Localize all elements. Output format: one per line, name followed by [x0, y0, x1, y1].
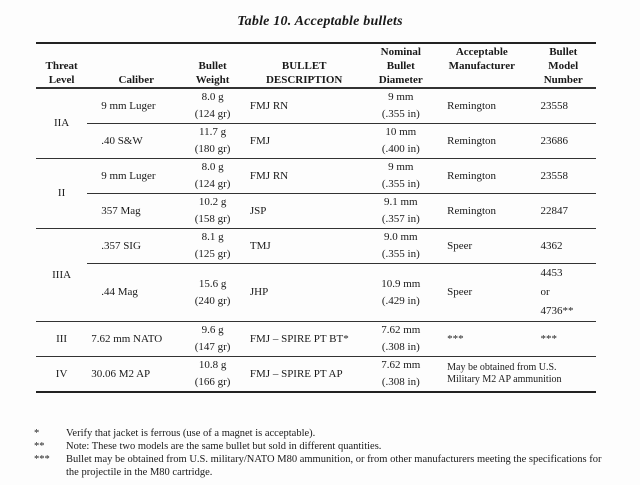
diameter-in: (.355 in) [381, 108, 420, 120]
acceptable-bullets-table [36, 42, 596, 393]
model-number-or: or [540, 286, 550, 298]
weight-cell [185, 322, 240, 357]
model-number: 4453 [540, 267, 563, 279]
threat-level-cell: II [57, 187, 66, 199]
table-row [36, 194, 596, 229]
header-text: Acceptable [455, 46, 508, 58]
diameter-cell [368, 194, 433, 229]
header-text: Weight [195, 74, 230, 86]
header-text: Model [548, 60, 579, 72]
diameter-cell [368, 229, 433, 264]
manufacturer-cell: Remington [433, 194, 530, 229]
header-text: Threat [45, 60, 78, 72]
weight-grains: (124 gr) [194, 108, 231, 120]
header-text: Caliber [118, 74, 154, 86]
footnote-text: Note: These two models are the same bullet but sold in different quantities. [66, 441, 382, 452]
header-text: Level [48, 74, 75, 86]
description-cell: FMJ [240, 124, 369, 159]
weight-grams: 11.7 g [199, 126, 227, 138]
weight-grains: (180 gr) [194, 143, 231, 155]
weight-grams: 10.8 g [198, 359, 227, 371]
caliber-cell: 9 mm Luger [101, 99, 156, 112]
weight-grains: (240 gr) [194, 294, 231, 307]
header-row [36, 43, 596, 88]
table-row [36, 322, 596, 357]
description-cell: FMJ RN [249, 99, 289, 112]
threat-level-cell: III [56, 332, 68, 345]
footnotes [34, 427, 604, 479]
weight-grams: 9.6 g [201, 324, 224, 336]
diameter-mm: 7.62 mm [381, 324, 421, 336]
weight-grains: (158 gr) [194, 213, 231, 225]
description-cell: JSP [240, 194, 369, 229]
model-number-cell: 4362 [540, 239, 563, 252]
header-text: Bullet [549, 46, 578, 58]
weight-grains: (166 gr) [194, 376, 231, 388]
manufacturer-cell: Speer [447, 239, 473, 252]
model-number-cell: 22847 [531, 194, 597, 229]
weight-grains: (124 gr) [194, 178, 231, 190]
manufacturer-cell: Speer [433, 264, 530, 322]
header-caliber [87, 43, 185, 88]
model-number-cell: 23558 [540, 169, 568, 182]
table-row [36, 229, 596, 264]
footnote-symbol: * [34, 428, 40, 439]
model-number-cell [531, 264, 597, 322]
manufacturer-note-cell: May be obtained from U.S. Military M2 AP ammunition [447, 362, 562, 385]
header-text: Bullet [198, 60, 227, 72]
weight-cell [185, 124, 240, 159]
weight-cell [185, 264, 240, 322]
header-manufacturer [433, 43, 530, 88]
header-text: Nominal [380, 46, 421, 58]
header-text: BULLET [281, 60, 327, 72]
weight-cell [185, 357, 240, 393]
threat-level-cell: IIA [53, 117, 70, 129]
table-title: Table 10. Acceptable bullets [237, 14, 403, 29]
footnote [34, 440, 604, 453]
weight-grams: 8.0 g [201, 91, 224, 103]
diameter-in: (.355 in) [381, 248, 420, 260]
diameter-in: (.400 in) [381, 143, 420, 155]
caliber-cell: 30.06 M2 AP [91, 367, 151, 380]
diameter-in: (.355 in) [381, 178, 420, 190]
table-row [36, 124, 596, 159]
caliber-cell: .357 SIG [101, 239, 141, 252]
footnote-text: Verify that jacket is ferrous (use of a magnet is acceptable). [66, 428, 316, 439]
model-number-cell: 23686 [531, 124, 597, 159]
manufacturer-cell: Remington [433, 124, 530, 159]
diameter-cell [368, 357, 433, 393]
weight-grams: 10.2 g [198, 196, 227, 208]
table-row [36, 88, 596, 124]
weight-cell [185, 88, 240, 124]
weight-grams: 15.6 g [198, 277, 227, 290]
footnote-symbol: *** [34, 454, 50, 465]
weight-grams: 8.0 g [201, 161, 224, 173]
weight-cell [185, 159, 240, 194]
diameter-cell [368, 159, 433, 194]
caliber-cell: 9 mm Luger [101, 169, 156, 182]
header-text: Number [543, 74, 583, 86]
description-cell: FMJ – SPIRE PT AP [249, 367, 343, 380]
header-description [240, 43, 369, 88]
diameter-mm: 9.1 mm [383, 196, 418, 208]
weight-grains: (147 gr) [194, 341, 231, 353]
header-weight [185, 43, 240, 88]
model-number: 4736** [540, 305, 574, 317]
description-cell: TMJ [249, 239, 271, 252]
caliber-cell: 357 Mag [87, 194, 185, 229]
header-model-number [531, 43, 597, 88]
manufacturer-cell: Remington [447, 99, 497, 112]
diameter-in: (.308 in) [381, 341, 420, 353]
diameter-in: (.429 in) [381, 294, 420, 307]
diameter-mm: 9.0 mm [383, 231, 418, 243]
table-row [36, 159, 596, 194]
weight-cell [185, 194, 240, 229]
diameter-mm: 9 mm [388, 91, 414, 103]
header-text: DESCRIPTION [265, 74, 343, 86]
diameter-in: (.357 in) [381, 213, 420, 225]
diameter-cell [368, 88, 433, 124]
weight-cell [185, 229, 240, 264]
header-threat-level [36, 43, 87, 88]
weight-grams: 8.1 g [201, 231, 224, 243]
table-row [36, 357, 596, 393]
manufacturer-cell: Remington [447, 169, 497, 182]
model-number-cell: 23558 [540, 99, 568, 112]
footnote [34, 453, 604, 479]
diameter-mm: 7.62 mm [381, 359, 421, 371]
header-text: Manufacturer [448, 60, 516, 72]
header-text: Diameter [378, 74, 423, 86]
threat-level-cell: IIIA [52, 268, 72, 281]
header-text: Bullet [386, 60, 415, 72]
description-cell: FMJ RN [249, 169, 289, 182]
diameter-cell [368, 322, 433, 357]
manufacturer-cell: *** [447, 332, 464, 345]
diameter-cell [368, 124, 433, 159]
diameter-mm: 9 mm [388, 161, 414, 173]
header-diameter [368, 43, 433, 88]
diameter-cell [368, 264, 433, 322]
diameter-in: (.308 in) [381, 376, 420, 388]
weight-grains: (125 gr) [194, 248, 231, 260]
description-cell: FMJ – SPIRE PT BT* [249, 332, 349, 345]
diameter-mm: 10 mm [385, 126, 417, 138]
caliber-cell: .40 S&W [87, 124, 185, 159]
caliber-cell: 7.62 mm NATO [91, 332, 163, 345]
footnote-symbol: ** [34, 441, 45, 452]
model-number-cell: *** [540, 332, 557, 345]
footnote-text: Bullet may be obtained from U.S. military/NATO M80 ammunition, or from other manufacturers meeting the specifications for the projectile in the M80 cartridge. [66, 454, 602, 478]
diameter-mm: 10.9 mm [381, 277, 421, 290]
footnote [34, 427, 604, 440]
description-cell: JHP [240, 264, 369, 322]
table-row [36, 264, 596, 322]
threat-level-cell: IV [55, 367, 68, 380]
caliber-cell: .44 Mag [87, 264, 185, 322]
